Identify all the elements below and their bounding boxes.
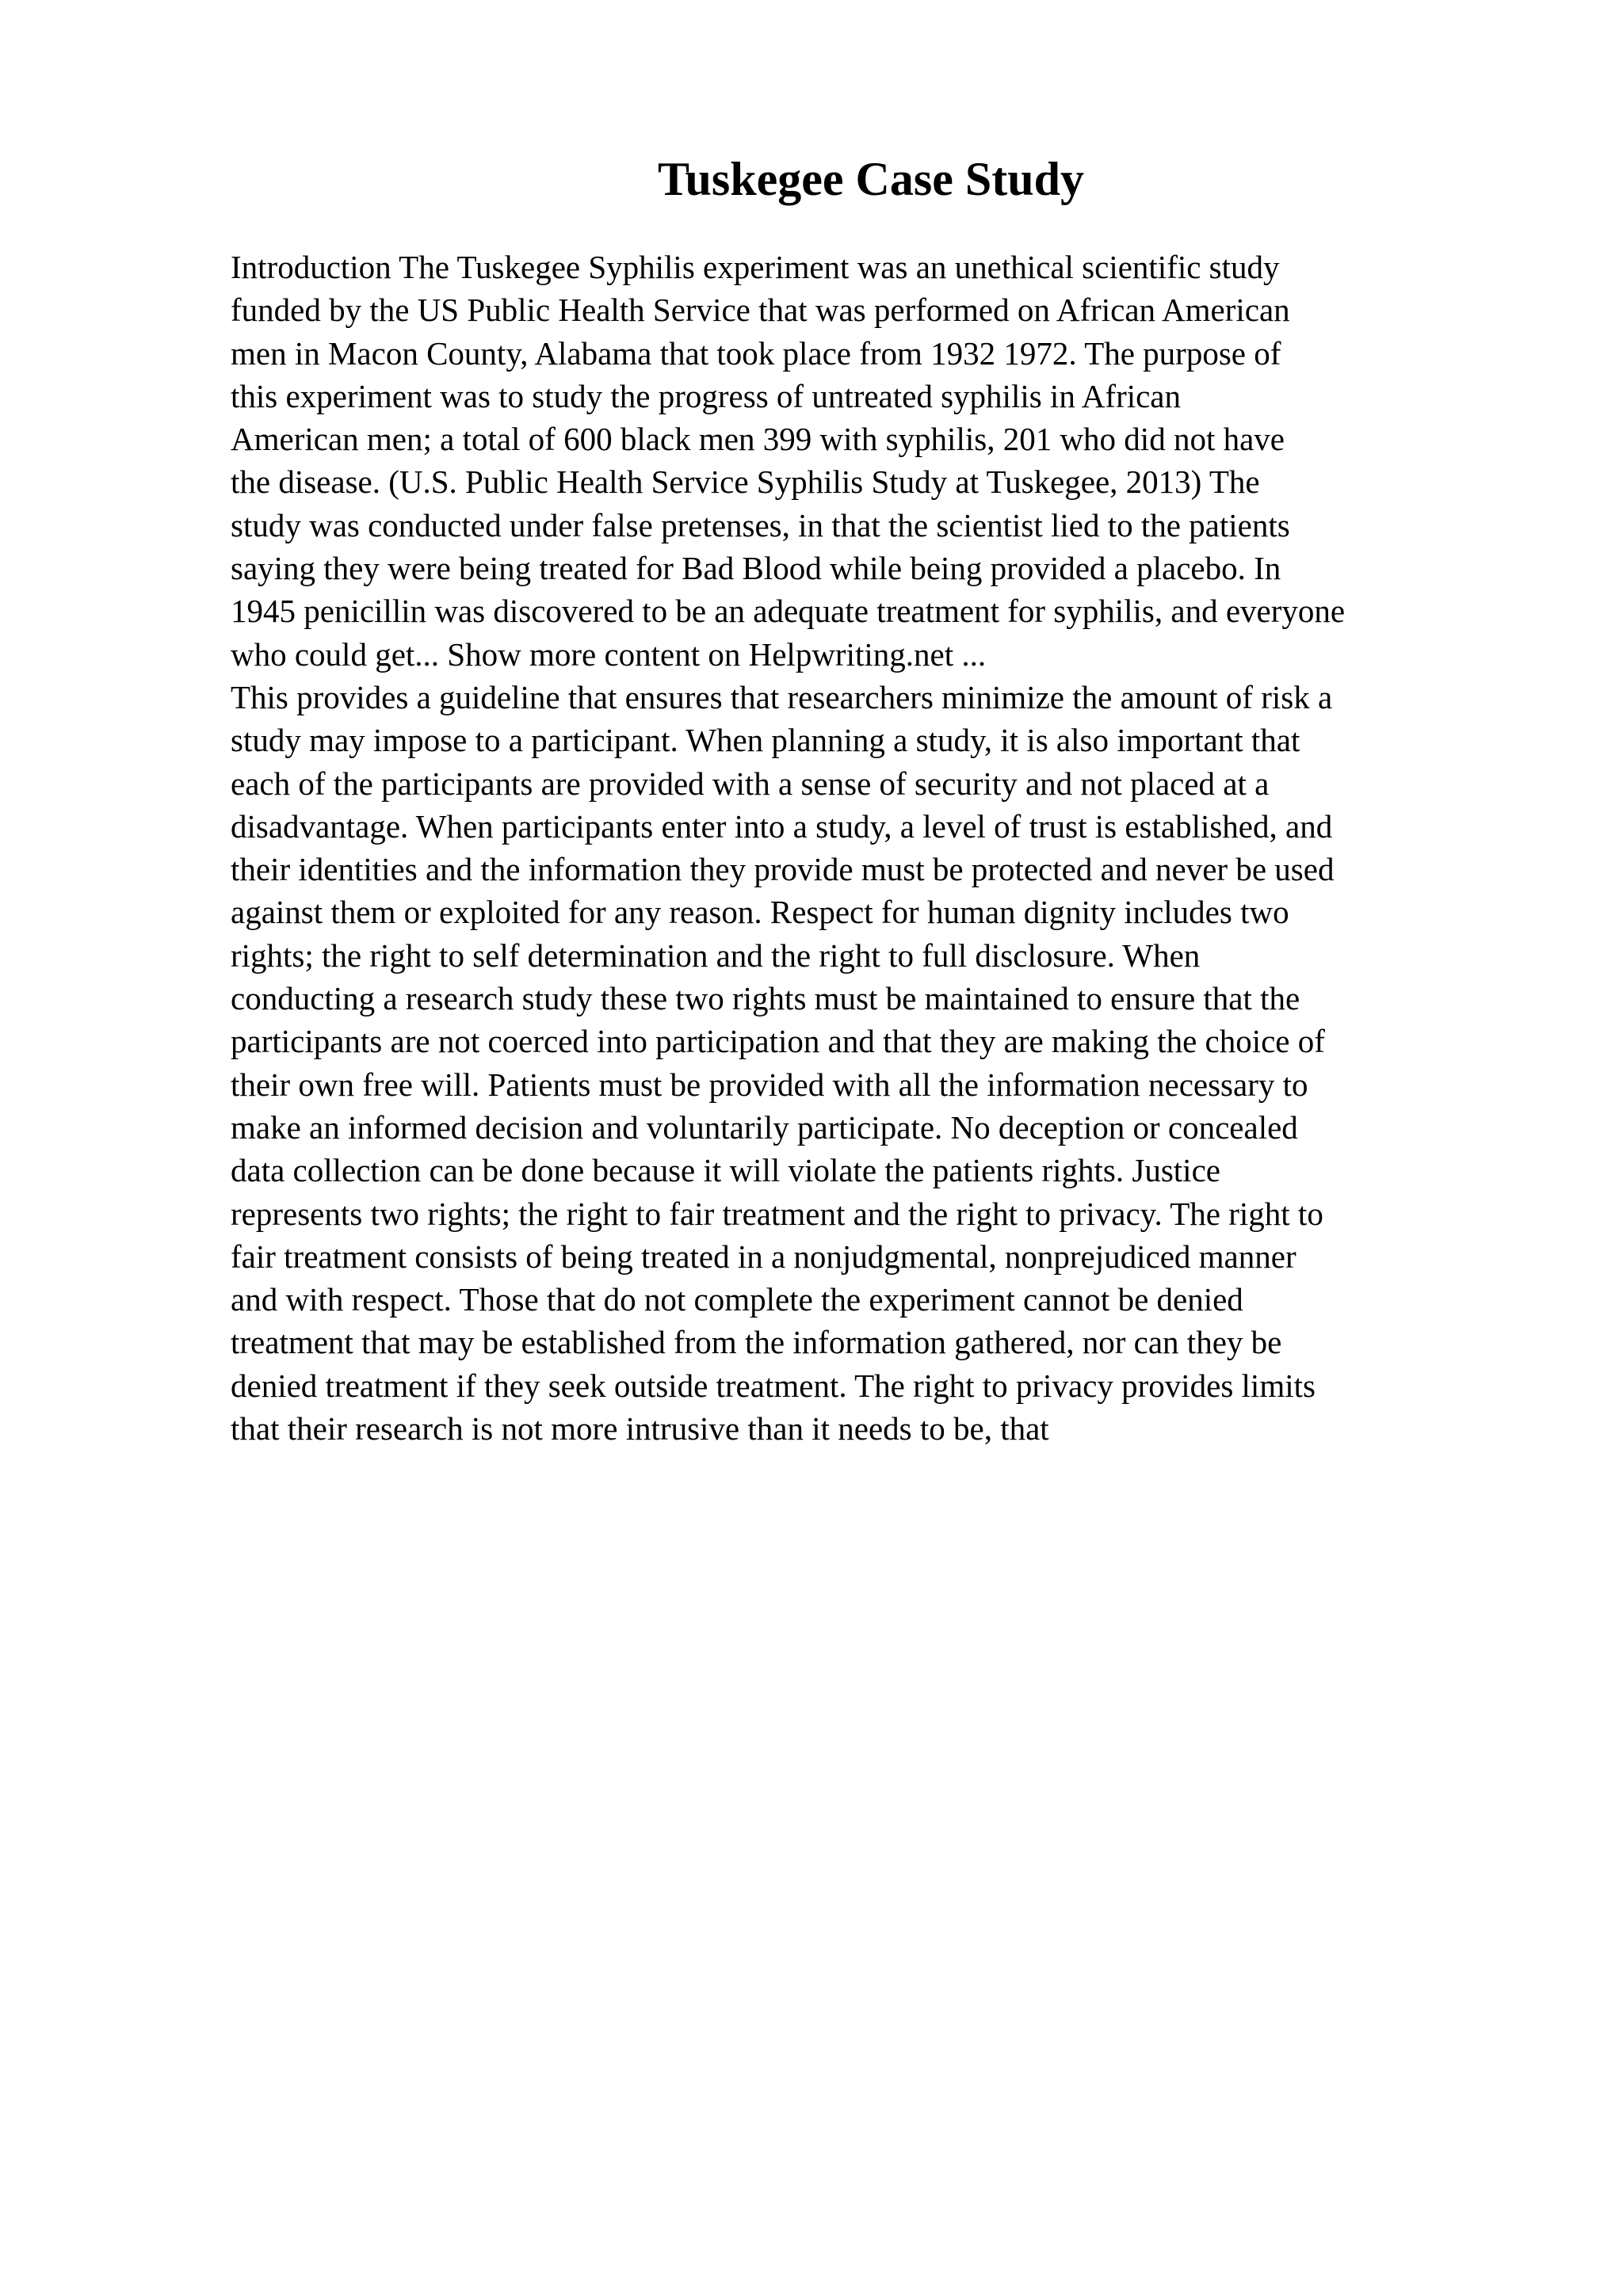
text-line: and with respect. Those that do not complete the experiment cannot be denied bbox=[231, 1281, 1243, 1318]
text-line: denied treatment if they seek outside treatment. The right to privacy provides limits bbox=[231, 1367, 1316, 1404]
text-line: make an informed decision and voluntarily participate. No deception or concealed bbox=[231, 1108, 1298, 1146]
text-line: their own free will. Patients must be provided with all the information necessary to bbox=[231, 1066, 1308, 1103]
text-line: conducting a research study these two rights must be maintained to ensure that the bbox=[231, 980, 1300, 1017]
text-line: This provides a guideline that ensures that researchers minimize the amount of risk a bbox=[231, 678, 1333, 715]
text-line: disadvantage. When participants enter into a study, a level of trust is established, and bbox=[231, 807, 1333, 845]
text-line: Introduction The Tuskegee Syphilis experiment was an unethical scientific study bbox=[231, 249, 1280, 285]
text-line: the disease. (U.S. Public Health Service Syphilis Study at Tuskegee, 2013) The bbox=[231, 463, 1260, 501]
text-line: this experiment was to study the progress of untreated syphilis in African bbox=[231, 377, 1182, 414]
text-line: represents two rights; the right to fair treatment and the right to privacy. The right to bbox=[231, 1195, 1323, 1232]
text-line: treatment that may be established from the information gathered, nor can they be bbox=[231, 1324, 1282, 1361]
document-title: Tuskegee Case Study bbox=[658, 153, 1084, 205]
text-line: study was conducted under false pretenses, in that the scientist lied to the patients bbox=[231, 506, 1290, 543]
text-line: participants are not coerced into participation and that they are making the choice of bbox=[231, 1023, 1325, 1060]
text-line: their identities and the information they provide must be protected and never be used bbox=[231, 851, 1335, 888]
text-line: each of the participants are provided with a sense of security and not placed at a bbox=[231, 765, 1270, 802]
text-line: fair treatment consists of being treated in a nonjudgmental, nonprejudiced manner bbox=[231, 1238, 1296, 1275]
text-line: saying they were being treated for Bad Blood while being provided a placebo. In bbox=[231, 550, 1281, 587]
text-line: rights; the right to self determination and the right to full disclosure. When bbox=[231, 936, 1201, 974]
text-line: data collection can be done because it will violate the patients rights. Justice bbox=[231, 1152, 1220, 1189]
document-body bbox=[231, 246, 1514, 1450]
text-line: 1945 penicillin was discovered to be an adequate treatment for syphilis, and everyone bbox=[231, 593, 1346, 630]
text-line: who could get... Show more content on Helpwriting.net ... bbox=[231, 635, 987, 673]
text-line: that their research is not more intrusive than it needs to be, that bbox=[231, 1410, 1049, 1447]
text-line: against them or exploited for any reason. Respect for human dignity includes two bbox=[231, 894, 1289, 931]
paragraph-ethics bbox=[231, 676, 1514, 1450]
text-line: men in Macon County, Alabama that took place from 1932 1972. The purpose of bbox=[231, 334, 1281, 372]
paragraph-introduction bbox=[231, 246, 1514, 676]
text-line: American men; a total of 600 black men 399 with syphilis, 201 who did not have bbox=[231, 421, 1285, 458]
text-line: funded by the US Public Health Service that was performed on African American bbox=[231, 292, 1290, 329]
text-line: study may impose to a participant. When planning a study, it is also important that bbox=[231, 722, 1300, 759]
